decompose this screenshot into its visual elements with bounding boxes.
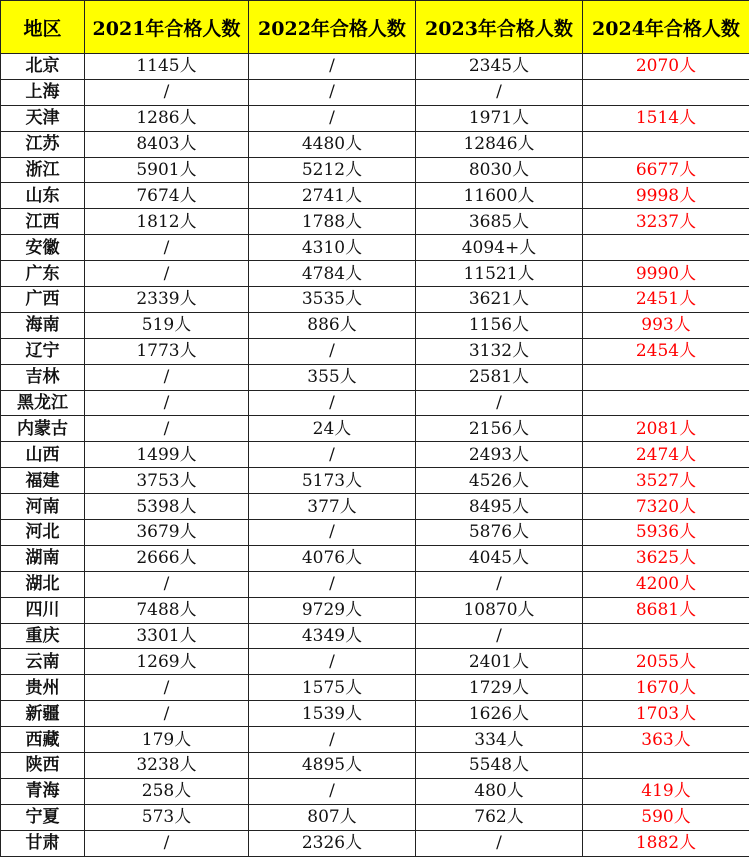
- table-row: [1, 416, 749, 442]
- count-2022-cell: 4349人: [249, 623, 416, 649]
- count-2022-cell: /: [249, 338, 416, 364]
- count-2022-cell: 4480人: [249, 131, 416, 157]
- table-row: [1, 649, 749, 675]
- count-2024-cell: 3237人: [583, 209, 749, 235]
- count-2023-cell: 12846人: [416, 131, 583, 157]
- count-2021-cell: 1773人: [85, 338, 249, 364]
- count-2021-cell: /: [85, 364, 249, 390]
- region-cell: 西藏: [1, 727, 85, 753]
- header-2022: 2022年合格人数: [249, 1, 416, 54]
- table-row: [1, 701, 749, 727]
- count-2024-cell: 9990人: [583, 261, 749, 287]
- table-row: [1, 209, 749, 235]
- table-row: [1, 623, 749, 649]
- count-2021-cell: 1286人: [85, 105, 249, 131]
- count-2024-cell: 2055人: [583, 649, 749, 675]
- table-row: [1, 183, 749, 209]
- region-cell: 湖南: [1, 545, 85, 571]
- region-cell: 安徽: [1, 235, 85, 261]
- count-2023-cell: 334人: [416, 727, 583, 753]
- count-2023-cell: 4094+人: [416, 235, 583, 261]
- table-row: [1, 597, 749, 623]
- table-row: [1, 494, 749, 520]
- count-2022-cell: 24人: [249, 416, 416, 442]
- header-row: [1, 1, 749, 54]
- region-cell: 内蒙古: [1, 416, 85, 442]
- region-cell: 江苏: [1, 131, 85, 157]
- table-header: [1, 1, 749, 54]
- count-2024-cell: 590人: [583, 804, 749, 830]
- region-cell: 福建: [1, 468, 85, 494]
- count-2021-cell: 7488人: [85, 597, 249, 623]
- region-cell: 河北: [1, 520, 85, 546]
- count-2024-cell: 5936人: [583, 520, 749, 546]
- count-2024-cell: [583, 235, 749, 261]
- count-2024-cell: [583, 79, 749, 105]
- count-2022-cell: /: [249, 79, 416, 105]
- count-2021-cell: /: [85, 830, 249, 856]
- count-2022-cell: /: [249, 390, 416, 416]
- count-2024-cell: 6677人: [583, 157, 749, 183]
- table-body: [1, 54, 749, 857]
- count-2021-cell: /: [85, 390, 249, 416]
- count-2021-cell: 7674人: [85, 183, 249, 209]
- region-cell: 宁夏: [1, 804, 85, 830]
- count-2022-cell: /: [249, 520, 416, 546]
- count-2022-cell: 1539人: [249, 701, 416, 727]
- table-row: [1, 520, 749, 546]
- count-2022-cell: 886人: [249, 312, 416, 338]
- count-2023-cell: /: [416, 390, 583, 416]
- table-row: [1, 79, 749, 105]
- count-2024-cell: 2081人: [583, 416, 749, 442]
- count-2023-cell: 2345人: [416, 54, 583, 80]
- region-cell: 新疆: [1, 701, 85, 727]
- count-2024-cell: [583, 364, 749, 390]
- count-2022-cell: 4784人: [249, 261, 416, 287]
- count-2023-cell: 3621人: [416, 287, 583, 313]
- count-2024-cell: 1514人: [583, 105, 749, 131]
- region-cell: 黑龙江: [1, 390, 85, 416]
- count-2024-cell: 9998人: [583, 183, 749, 209]
- region-cell: 辽宁: [1, 338, 85, 364]
- region-cell: 山东: [1, 183, 85, 209]
- table-row: [1, 753, 749, 779]
- count-2024-cell: [583, 623, 749, 649]
- region-cell: 重庆: [1, 623, 85, 649]
- count-2023-cell: 5876人: [416, 520, 583, 546]
- table-row: [1, 105, 749, 131]
- count-2023-cell: 8495人: [416, 494, 583, 520]
- count-2021-cell: 258人: [85, 778, 249, 804]
- count-2023-cell: 1729人: [416, 675, 583, 701]
- table-row: [1, 468, 749, 494]
- count-2024-cell: 7320人: [583, 494, 749, 520]
- count-2021-cell: 519人: [85, 312, 249, 338]
- table-row: [1, 287, 749, 313]
- region-cell: 海南: [1, 312, 85, 338]
- count-2022-cell: 9729人: [249, 597, 416, 623]
- count-2022-cell: 355人: [249, 364, 416, 390]
- count-2024-cell: 4200人: [583, 571, 749, 597]
- count-2022-cell: 2741人: [249, 183, 416, 209]
- table-row: [1, 442, 749, 468]
- count-2023-cell: /: [416, 571, 583, 597]
- table-row: [1, 131, 749, 157]
- count-2022-cell: /: [249, 571, 416, 597]
- count-2024-cell: 1670人: [583, 675, 749, 701]
- count-2024-cell: 363人: [583, 727, 749, 753]
- count-2021-cell: 179人: [85, 727, 249, 753]
- count-2023-cell: 1626人: [416, 701, 583, 727]
- count-2024-cell: 2474人: [583, 442, 749, 468]
- table-row: [1, 571, 749, 597]
- count-2021-cell: 8403人: [85, 131, 249, 157]
- count-2021-cell: 1145人: [85, 54, 249, 80]
- count-2024-cell: 993人: [583, 312, 749, 338]
- table-row: [1, 727, 749, 753]
- count-2021-cell: 3238人: [85, 753, 249, 779]
- count-2021-cell: 1269人: [85, 649, 249, 675]
- count-2023-cell: 11521人: [416, 261, 583, 287]
- count-2021-cell: /: [85, 701, 249, 727]
- count-2021-cell: 3301人: [85, 623, 249, 649]
- header-2024: 2024年合格人数: [583, 1, 749, 54]
- count-2021-cell: 573人: [85, 804, 249, 830]
- count-2023-cell: /: [416, 830, 583, 856]
- count-2022-cell: 377人: [249, 494, 416, 520]
- table-row: [1, 54, 749, 80]
- count-2023-cell: /: [416, 79, 583, 105]
- table-row: [1, 261, 749, 287]
- table-row: [1, 312, 749, 338]
- region-cell: 广东: [1, 261, 85, 287]
- count-2024-cell: 1703人: [583, 701, 749, 727]
- count-2021-cell: /: [85, 79, 249, 105]
- count-2021-cell: /: [85, 416, 249, 442]
- count-2023-cell: 10870人: [416, 597, 583, 623]
- count-2021-cell: 1499人: [85, 442, 249, 468]
- table-row: [1, 804, 749, 830]
- table-row: [1, 545, 749, 571]
- count-2024-cell: 2070人: [583, 54, 749, 80]
- count-2023-cell: 4045人: [416, 545, 583, 571]
- count-2021-cell: 5398人: [85, 494, 249, 520]
- count-2023-cell: 2401人: [416, 649, 583, 675]
- region-cell: 青海: [1, 778, 85, 804]
- count-2023-cell: 762人: [416, 804, 583, 830]
- count-2021-cell: 3679人: [85, 520, 249, 546]
- count-2022-cell: /: [249, 442, 416, 468]
- region-cell: 天津: [1, 105, 85, 131]
- count-2024-cell: 1882人: [583, 830, 749, 856]
- count-2021-cell: 2666人: [85, 545, 249, 571]
- count-2024-cell: 2454人: [583, 338, 749, 364]
- count-2021-cell: /: [85, 261, 249, 287]
- count-2022-cell: /: [249, 54, 416, 80]
- count-2022-cell: /: [249, 727, 416, 753]
- count-2024-cell: 3527人: [583, 468, 749, 494]
- region-cell: 河南: [1, 494, 85, 520]
- count-2022-cell: 1788人: [249, 209, 416, 235]
- count-2022-cell: 5173人: [249, 468, 416, 494]
- count-2023-cell: 1156人: [416, 312, 583, 338]
- count-2021-cell: 5901人: [85, 157, 249, 183]
- count-2024-cell: [583, 390, 749, 416]
- region-cell: 陕西: [1, 753, 85, 779]
- count-2021-cell: /: [85, 571, 249, 597]
- count-2024-cell: 2451人: [583, 287, 749, 313]
- region-cell: 浙江: [1, 157, 85, 183]
- region-cell: 山西: [1, 442, 85, 468]
- table-row: [1, 157, 749, 183]
- table-row: [1, 830, 749, 856]
- count-2023-cell: 2493人: [416, 442, 583, 468]
- count-2021-cell: 2339人: [85, 287, 249, 313]
- count-2023-cell: 8030人: [416, 157, 583, 183]
- count-2023-cell: 2581人: [416, 364, 583, 390]
- count-2022-cell: 4895人: [249, 753, 416, 779]
- table-row: [1, 390, 749, 416]
- count-2023-cell: 5548人: [416, 753, 583, 779]
- count-2021-cell: 1812人: [85, 209, 249, 235]
- count-2024-cell: 3625人: [583, 545, 749, 571]
- header-2023: 2023年合格人数: [416, 1, 583, 54]
- count-2023-cell: 1971人: [416, 105, 583, 131]
- count-2023-cell: 3685人: [416, 209, 583, 235]
- header-region: 地区: [1, 1, 85, 54]
- count-2021-cell: /: [85, 235, 249, 261]
- table-row: [1, 338, 749, 364]
- count-2024-cell: 419人: [583, 778, 749, 804]
- header-2021: 2021年合格人数: [85, 1, 249, 54]
- count-2023-cell: 2156人: [416, 416, 583, 442]
- count-2022-cell: 4076人: [249, 545, 416, 571]
- region-cell: 贵州: [1, 675, 85, 701]
- count-2022-cell: /: [249, 105, 416, 131]
- count-2024-cell: [583, 753, 749, 779]
- count-2024-cell: 8681人: [583, 597, 749, 623]
- region-cell: 吉林: [1, 364, 85, 390]
- count-2021-cell: /: [85, 675, 249, 701]
- count-2022-cell: /: [249, 778, 416, 804]
- count-2022-cell: 4310人: [249, 235, 416, 261]
- table-row: [1, 778, 749, 804]
- region-cell: 江西: [1, 209, 85, 235]
- region-cell: 北京: [1, 54, 85, 80]
- count-2022-cell: 2326人: [249, 830, 416, 856]
- count-2022-cell: /: [249, 649, 416, 675]
- region-cell: 湖北: [1, 571, 85, 597]
- region-cell: 四川: [1, 597, 85, 623]
- region-cell: 上海: [1, 79, 85, 105]
- region-cell: 云南: [1, 649, 85, 675]
- count-2024-cell: [583, 131, 749, 157]
- table-row: [1, 675, 749, 701]
- count-2023-cell: /: [416, 623, 583, 649]
- region-cell: 广西: [1, 287, 85, 313]
- count-2022-cell: 5212人: [249, 157, 416, 183]
- count-2023-cell: 3132人: [416, 338, 583, 364]
- count-2022-cell: 807人: [249, 804, 416, 830]
- table-row: [1, 364, 749, 390]
- count-2023-cell: 4526人: [416, 468, 583, 494]
- table-row: [1, 235, 749, 261]
- count-2023-cell: 11600人: [416, 183, 583, 209]
- region-cell: 甘肃: [1, 830, 85, 856]
- count-2021-cell: 3753人: [85, 468, 249, 494]
- count-2023-cell: 480人: [416, 778, 583, 804]
- count-2022-cell: 3535人: [249, 287, 416, 313]
- count-2022-cell: 1575人: [249, 675, 416, 701]
